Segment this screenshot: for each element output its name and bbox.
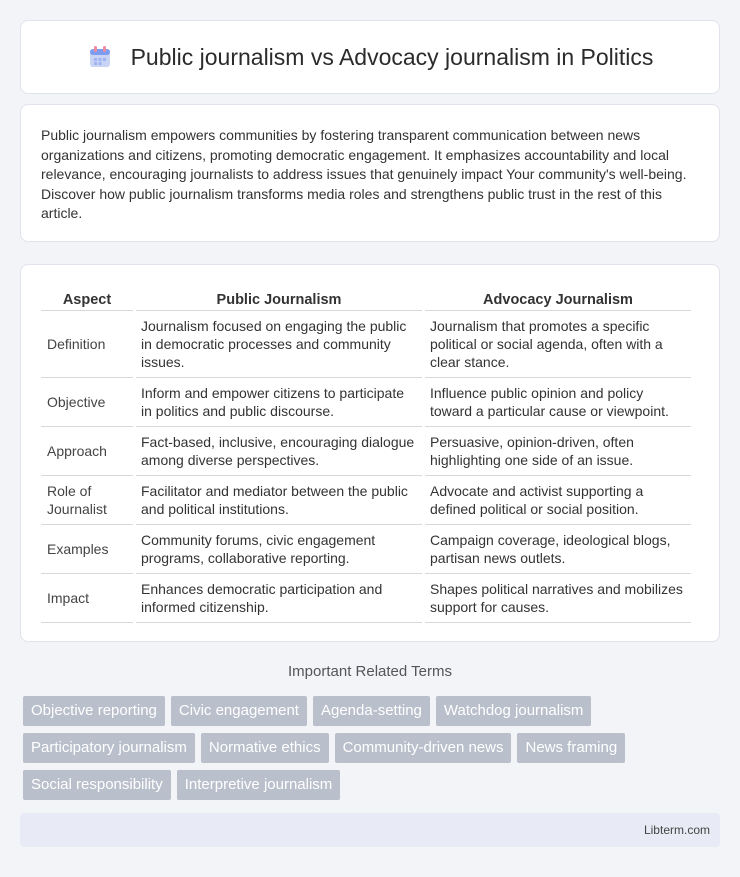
row-aspect: Approach [41,427,133,476]
row-advocacy: Persuasive, opinion-driven, often highlighting one side of an issue. [425,427,691,476]
footer-brand-link[interactable]: Libterm.com [643,823,710,837]
row-advocacy: Shapes political narratives and mobilizes support for causes. [425,574,691,623]
row-public: Facilitator and mediator between the public and political institutions. [136,476,422,525]
related-terms-list [23,696,723,800]
footer [20,813,720,847]
row-advocacy: Journalism that promotes a specific political or social agenda, often with a clear stance. [425,311,691,378]
related-term-tag[interactable]: Watchdog journalism [436,696,592,726]
row-advocacy: Advocate and activist supporting a defined political or social position. [425,476,691,525]
row-aspect: Role of Journalist [41,476,133,525]
row-public: Journalism focused on engaging the public in democratic processes and community issues. [136,311,422,378]
table-header-row [41,285,691,311]
table-row [41,378,691,427]
table-row [41,525,691,574]
row-aspect: Examples [41,525,133,574]
table-row [41,574,691,623]
related-term-tag[interactable]: News framing [517,733,625,763]
row-aspect: Impact [41,574,133,623]
row-aspect: Definition [41,311,133,378]
related-term-tag[interactable]: Social responsibility [23,770,171,800]
related-term-tag[interactable]: Agenda-setting [313,696,430,726]
comparison-table [38,285,694,623]
row-public: Fact-based, inclusive, encouraging dialogue among diverse perspectives. [136,427,422,476]
page-title: Public journalism vs Advocacy journalism in Politics [130,43,654,70]
row-public: Inform and empower citizens to participate in politics and public discourse. [136,378,422,427]
intro-card [20,104,720,242]
related-term-tag[interactable]: Civic engagement [171,696,307,726]
row-advocacy: Campaign coverage, ideological blogs, partisan news outlets. [425,525,691,574]
table-row [41,311,691,378]
related-term-tag[interactable]: Participatory journalism [23,733,195,763]
header-card [20,20,720,94]
related-term-tag[interactable]: Normative ethics [201,733,329,763]
row-public: Community forums, civic engagement programs, collaborative reporting. [136,525,422,574]
row-advocacy: Influence public opinion and policy toward a particular cause or viewpoint. [425,378,691,427]
row-public: Enhances democratic participation and informed citizenship. [136,574,422,623]
related-term-tag[interactable]: Interpretive journalism [177,770,341,800]
header-aspect: Aspect [41,285,133,311]
related-term-tag[interactable]: Objective reporting [23,696,165,726]
related-terms-title: Important Related Terms [288,663,452,680]
comparison-table-card [20,264,720,642]
table-row [41,427,691,476]
related-term-tag[interactable]: Community-driven news [335,733,512,763]
intro-text: Public journalism empowers communities by fostering transparent communication between news organizations and citizens, promoting democratic engagement. It emphasizes accountability and local relevance, encouraging journalists to address issues that genuinely impact Your community's well-being. Discover how public journalism transforms media roles and strengthens public trust in the rest of this article. [41,127,687,221]
row-aspect: Objective [41,378,133,427]
table-row [41,476,691,525]
header-advocacy-journalism: Advocacy Journalism [425,285,691,311]
calendar-icon [87,44,113,70]
header-public-journalism: Public Journalism [136,285,422,311]
